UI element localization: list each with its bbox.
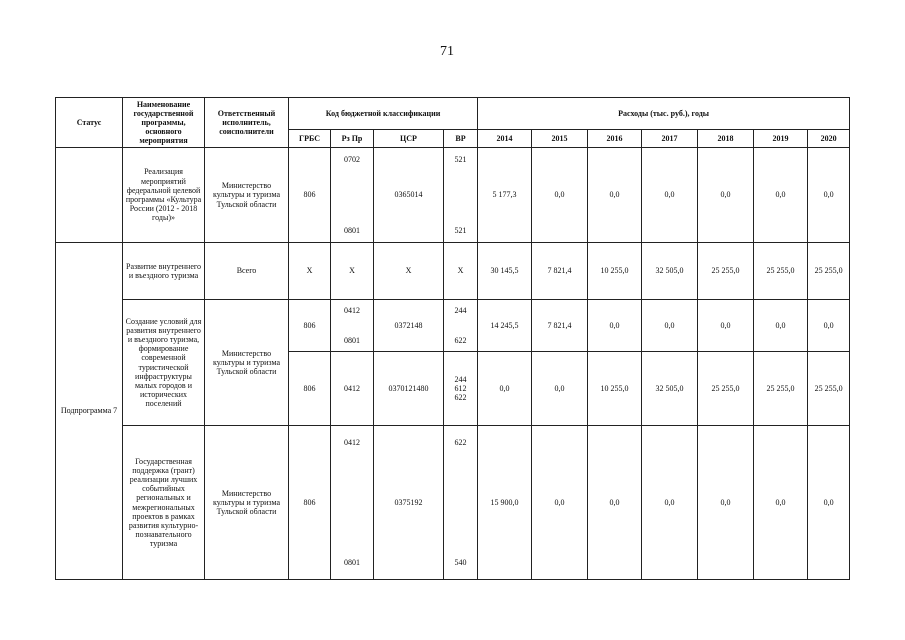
row-rzpr: X (331, 243, 374, 300)
row-vr (444, 426, 478, 580)
value-2019: 25 255,0 (754, 243, 808, 300)
value-2020: 0,0 (808, 300, 850, 352)
row-executor: Министерство культуры и туризма Тульской области (205, 148, 289, 243)
value-2018: 25 255,0 (698, 352, 754, 426)
rzpr-bottom: 0801 (344, 336, 360, 346)
header-year-2014: 2014 (478, 130, 532, 148)
vr-top: 521 (454, 155, 467, 164)
value-2016: 0,0 (588, 300, 642, 352)
vr-bottom: 521 (454, 225, 467, 235)
rzpr-top: 0412 (344, 437, 360, 447)
header-csr: ЦСР (374, 130, 444, 148)
row-rzpr: 0412 (331, 352, 374, 426)
value-2015: 7 821,4 (532, 243, 588, 300)
row-csr: 0365014 (374, 148, 444, 243)
row-rzpr (331, 426, 374, 580)
header-year-2015: 2015 (532, 130, 588, 148)
row-vr (444, 148, 478, 243)
row-csr: 0372148 (374, 300, 444, 352)
value-2019: 0,0 (754, 300, 808, 352)
row-rzpr (331, 300, 374, 352)
value-2020: 25 255,0 (808, 243, 850, 300)
row-rzpr (331, 148, 374, 243)
header-name: Наименование государственной программы, основного мероприятия (123, 98, 205, 148)
vr-top: 244 (454, 305, 467, 315)
value-2014: 5 177,3 (478, 148, 532, 243)
header-grbs: ГРБС (289, 130, 331, 148)
row-name: Реализация мероприятий федеральной целевой программы «Культура России (2012 - 2018 годы)» (123, 148, 205, 243)
row-vr (444, 300, 478, 352)
value-2016: 0,0 (588, 148, 642, 243)
header-year-2020: 2020 (808, 130, 850, 148)
value-2014: 14 245,5 (478, 300, 532, 352)
value-2017: 0,0 (642, 300, 698, 352)
table-row (56, 426, 850, 580)
header-year-2019: 2019 (754, 130, 808, 148)
header-year-2018: 2018 (698, 130, 754, 148)
row-executor: Всего (205, 243, 289, 300)
value-2018: 0,0 (698, 148, 754, 243)
value-2015: 0,0 (532, 148, 588, 243)
value-2014: 15 900,0 (478, 426, 532, 580)
value-2018: 0,0 (698, 300, 754, 352)
header-vr: ВР (444, 130, 478, 148)
row-csr: 0370121480 (374, 352, 444, 426)
header-status: Статус (56, 98, 123, 148)
status-cell-empty (56, 148, 123, 243)
value-2018: 0,0 (698, 426, 754, 580)
value-2020: 0,0 (808, 148, 850, 243)
table-row (56, 300, 850, 352)
value-2019: 0,0 (754, 148, 808, 243)
header-rzpr: Рз Пр (331, 130, 374, 148)
header-year-2017: 2017 (642, 130, 698, 148)
row-grbs: 806 (289, 352, 331, 426)
budget-table (55, 97, 850, 580)
value-2016: 10 255,0 (588, 243, 642, 300)
header-budget-code: Код бюджетной классификации (289, 98, 478, 130)
header-year-2016: 2016 (588, 130, 642, 148)
value-2020: 25 255,0 (808, 352, 850, 426)
row-csr: 0375192 (374, 426, 444, 580)
rzpr-bottom: 0801 (344, 225, 360, 235)
vr-bottom: 540 (454, 558, 467, 568)
value-2015: 0,0 (532, 352, 588, 426)
vr-top: 622 (454, 437, 467, 447)
row-grbs: X (289, 243, 331, 300)
value-2019: 0,0 (754, 426, 808, 580)
vr-bottom: 622 (454, 336, 467, 346)
header-expenses: Расходы (тыс. руб.), годы (478, 98, 850, 130)
value-2016: 0,0 (588, 426, 642, 580)
header-executor: Ответственный исполнитель, соисполнители (205, 98, 289, 148)
value-2018: 25 255,0 (698, 243, 754, 300)
value-2014: 30 145,5 (478, 243, 532, 300)
row-status: Подпрограмма 7 (56, 243, 123, 580)
value-2020: 0,0 (808, 426, 850, 580)
table-row (56, 148, 850, 243)
row-executor: Министерство культуры и туризма Тульской области (205, 426, 289, 580)
row-csr: X (374, 243, 444, 300)
value-2017: 32 505,0 (642, 243, 698, 300)
value-2015: 7 821,4 (532, 300, 588, 352)
value-2017: 32 505,0 (642, 352, 698, 426)
row-name: Государственная поддержка (грант) реализации лучших событийных региональных и межрегиональных проектов в рамках развития культурно-познавательного туризма (123, 426, 205, 580)
value-2017: 0,0 (642, 426, 698, 580)
value-2016: 10 255,0 (588, 352, 642, 426)
row-name: Создание условий для развития внутреннего и въездного туризма, формирование современной туристической инфраструктуры малых городов и исторических поселений (123, 300, 205, 426)
table-row (56, 243, 850, 300)
rzpr-top: 0412 (344, 305, 360, 315)
page-number: 71 (440, 44, 454, 59)
value-2019: 25 255,0 (754, 352, 808, 426)
row-grbs: 806 (289, 300, 331, 352)
header-row (56, 98, 850, 130)
rzpr-bottom: 0801 (344, 558, 360, 568)
row-vr: 244 612 622 (444, 352, 478, 426)
row-grbs: 806 (289, 148, 331, 243)
row-name: Развитие внутреннего и въездного туризма (123, 243, 205, 300)
row-grbs: 806 (289, 426, 331, 580)
rzpr-top: 0702 (344, 155, 360, 164)
row-executor: Министерство культуры и туризма Тульской области (205, 300, 289, 426)
value-2015: 0,0 (532, 426, 588, 580)
value-2014: 0,0 (478, 352, 532, 426)
value-2017: 0,0 (642, 148, 698, 243)
row-vr: X (444, 243, 478, 300)
